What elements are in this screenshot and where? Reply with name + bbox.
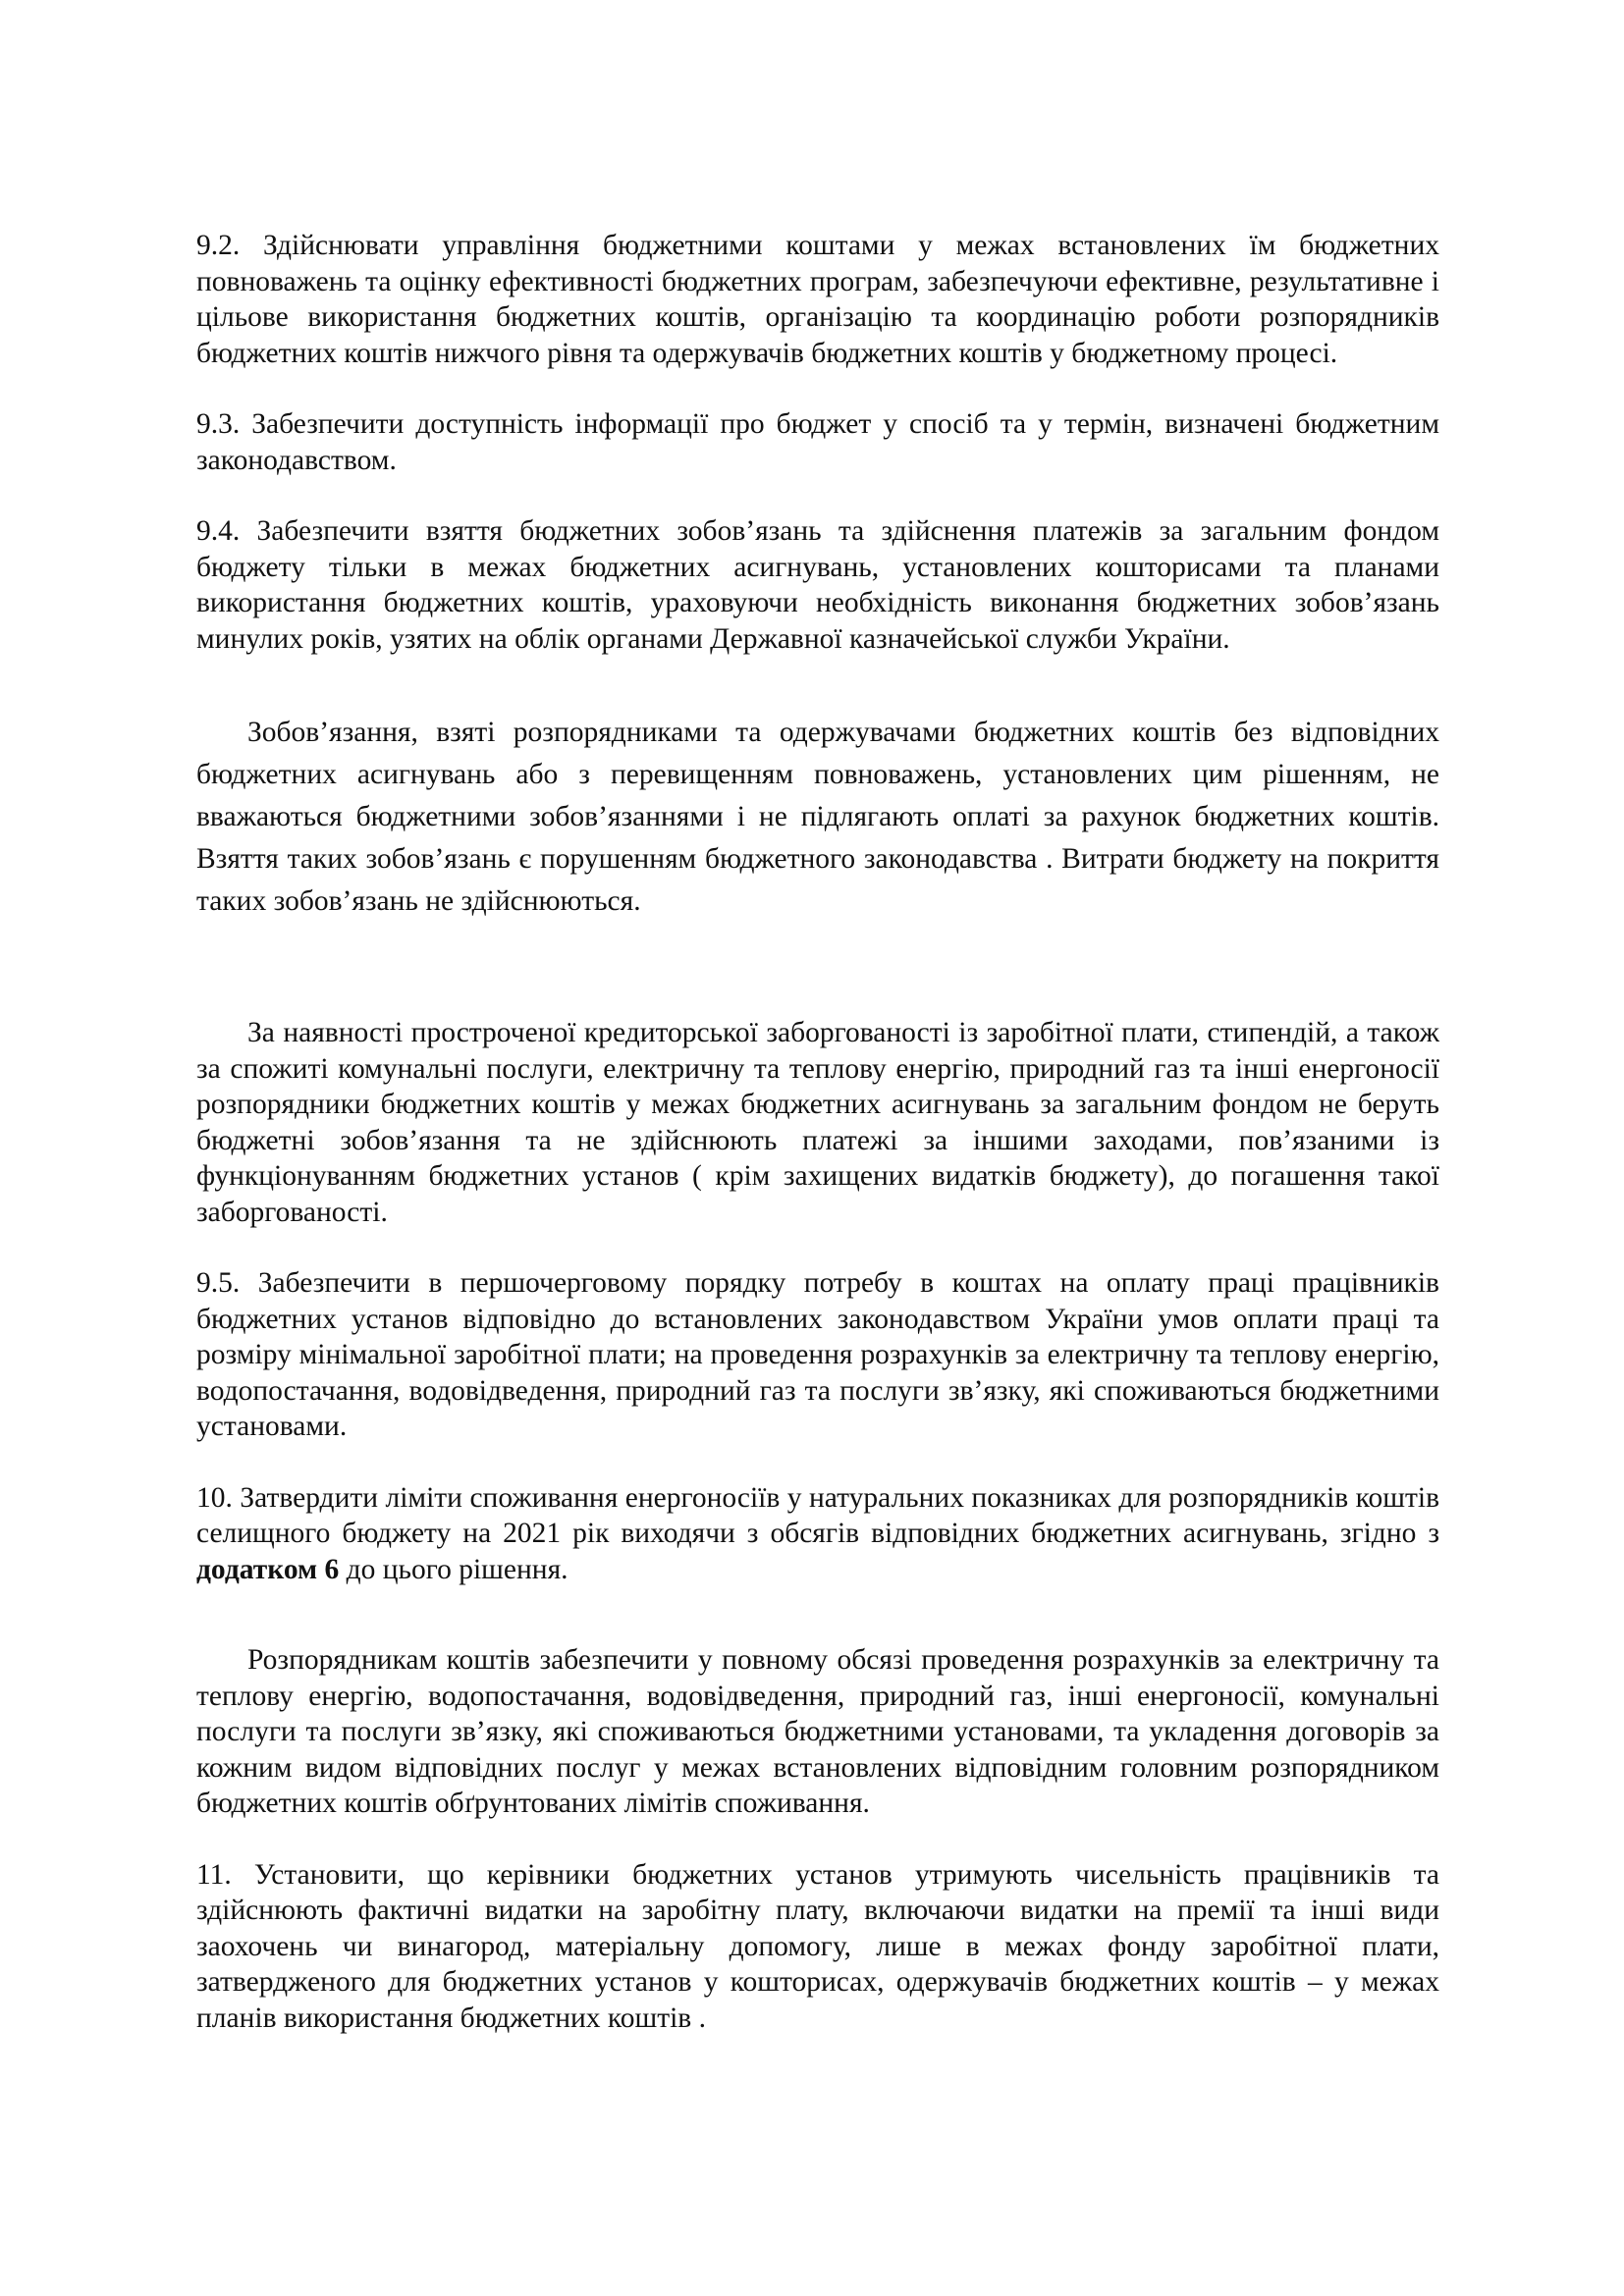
paragraph-9-5: 9.5. Забезпечити в першочерговому порядку потребу в коштах на оплату праці працівників бюджетних установ відповідно до встановлених законодавством України умов оплати праці та розміру мінімальної заробітної плати; на проведення розрахунків за електричну та теплову енергію, водопостачання, водовідведення, природний газ та послуги зв’язку, які споживаються бюджетними установами.: [196, 1267, 1439, 1442]
document-page: [196, 228, 1439, 2036]
paragraph-9-4: 9.4. Забезпечити взяття бюджетних зобов’язань та здійснення платежів за загальним фондом бюджету тільки в межах бюджетних асигнувань, установлених кошторисами та планами використання бюджетних коштів, ураховуючи необхідність виконання бюджетних зобов’язань минулих років, узятих на облік органами Державної казначейської служби України.: [196, 515, 1439, 655]
paragraph-managers: Розпорядникам коштів забезпечити у повному обсязі проведення розрахунків за електричну та теплову енергію, водопостачання, водовідведення, природний газ, інші енергоносії, комунальні послуги та послуги зв’язку, які споживаються бюджетними установами, та укладення договорів за кожним видом відповідних послуг у межах встановлених відповідним головним розпорядником бюджетних коштів обґрунтованих лімітів споживання.: [196, 1644, 1439, 1819]
paragraph-10-text-before: 10. Затвердити ліміти споживання енергоносіїв у натуральних показниках для розпорядників коштів селищного бюджету на 2021 рік виходячи з обсягів відповідних бюджетних асигнувань, згідно з: [196, 1481, 1439, 1549]
paragraph-9-2: 9.2. Здійснювати управління бюджетними коштами у межах встановлених їм бюджетних повноважень та оцінку ефективності бюджетних програм, забезпечуючи ефективне, результативне і цільове використання бюджетних коштів, організацію та координацію роботи розпорядників бюджетних коштів нижчого рівня та одержувачів бюджетних коштів у бюджетному процесі.: [196, 230, 1439, 369]
paragraph-10-text-after: до цього рішення.: [339, 1553, 568, 1585]
paragraph-10: [196, 1480, 1439, 1588]
paragraph-arrears: За наявності простроченої кредиторської заборгованості із заробітної плати, стипендій, а також за спожиті комунальні послуги, електричну та теплову енергію, природний газ та інші енергоносії розпорядники бюджетних коштів у межах бюджетних асигнувань за загальним фондом не беруть бюджетні зобов’язання та не здійснюють платежі за іншими заходами, пов’язаними із функціонуванням бюджетних установ ( крім захищених видатків бюджету), до погашення такої заборгованості.: [196, 1017, 1439, 1228]
paragraph-9-3: 9.3. Забезпечити доступність інформації про бюджет у спосіб та у термін, визначені бюджетним законодавством.: [196, 408, 1439, 476]
paragraph-10-bold-annex: додатком 6: [196, 1553, 340, 1585]
paragraph-11: 11. Установити, що керівники бюджетних установ утримують чисельність працівників та здійснюють фактичні видатки на заробітну плату, включаючи видатки на премії та інші види заохочень чи винагород, матеріальну допомогу, лише в межах фонду заробітної плати, затвердженого для бюджетних установ у кошторисах, одержувачів бюджетних коштів – у межах планів використання бюджетних коштів .: [196, 1858, 1439, 2034]
paragraph-obligations: Зобов’язання, взяті розпорядниками та одержувачами бюджетних коштів без відповідних бюджетних асигнувань або з перевищенням повноважень, установлених цим рішенням, не вважаються бюджетними зобов’язаннями і не підлягають оплаті за рахунок бюджетних коштів. Взяття таких зобов’язань є порушенням бюджетного законодавства . Витрати бюджету на покриття таких зобов’язань не здійснюються.: [196, 717, 1439, 917]
